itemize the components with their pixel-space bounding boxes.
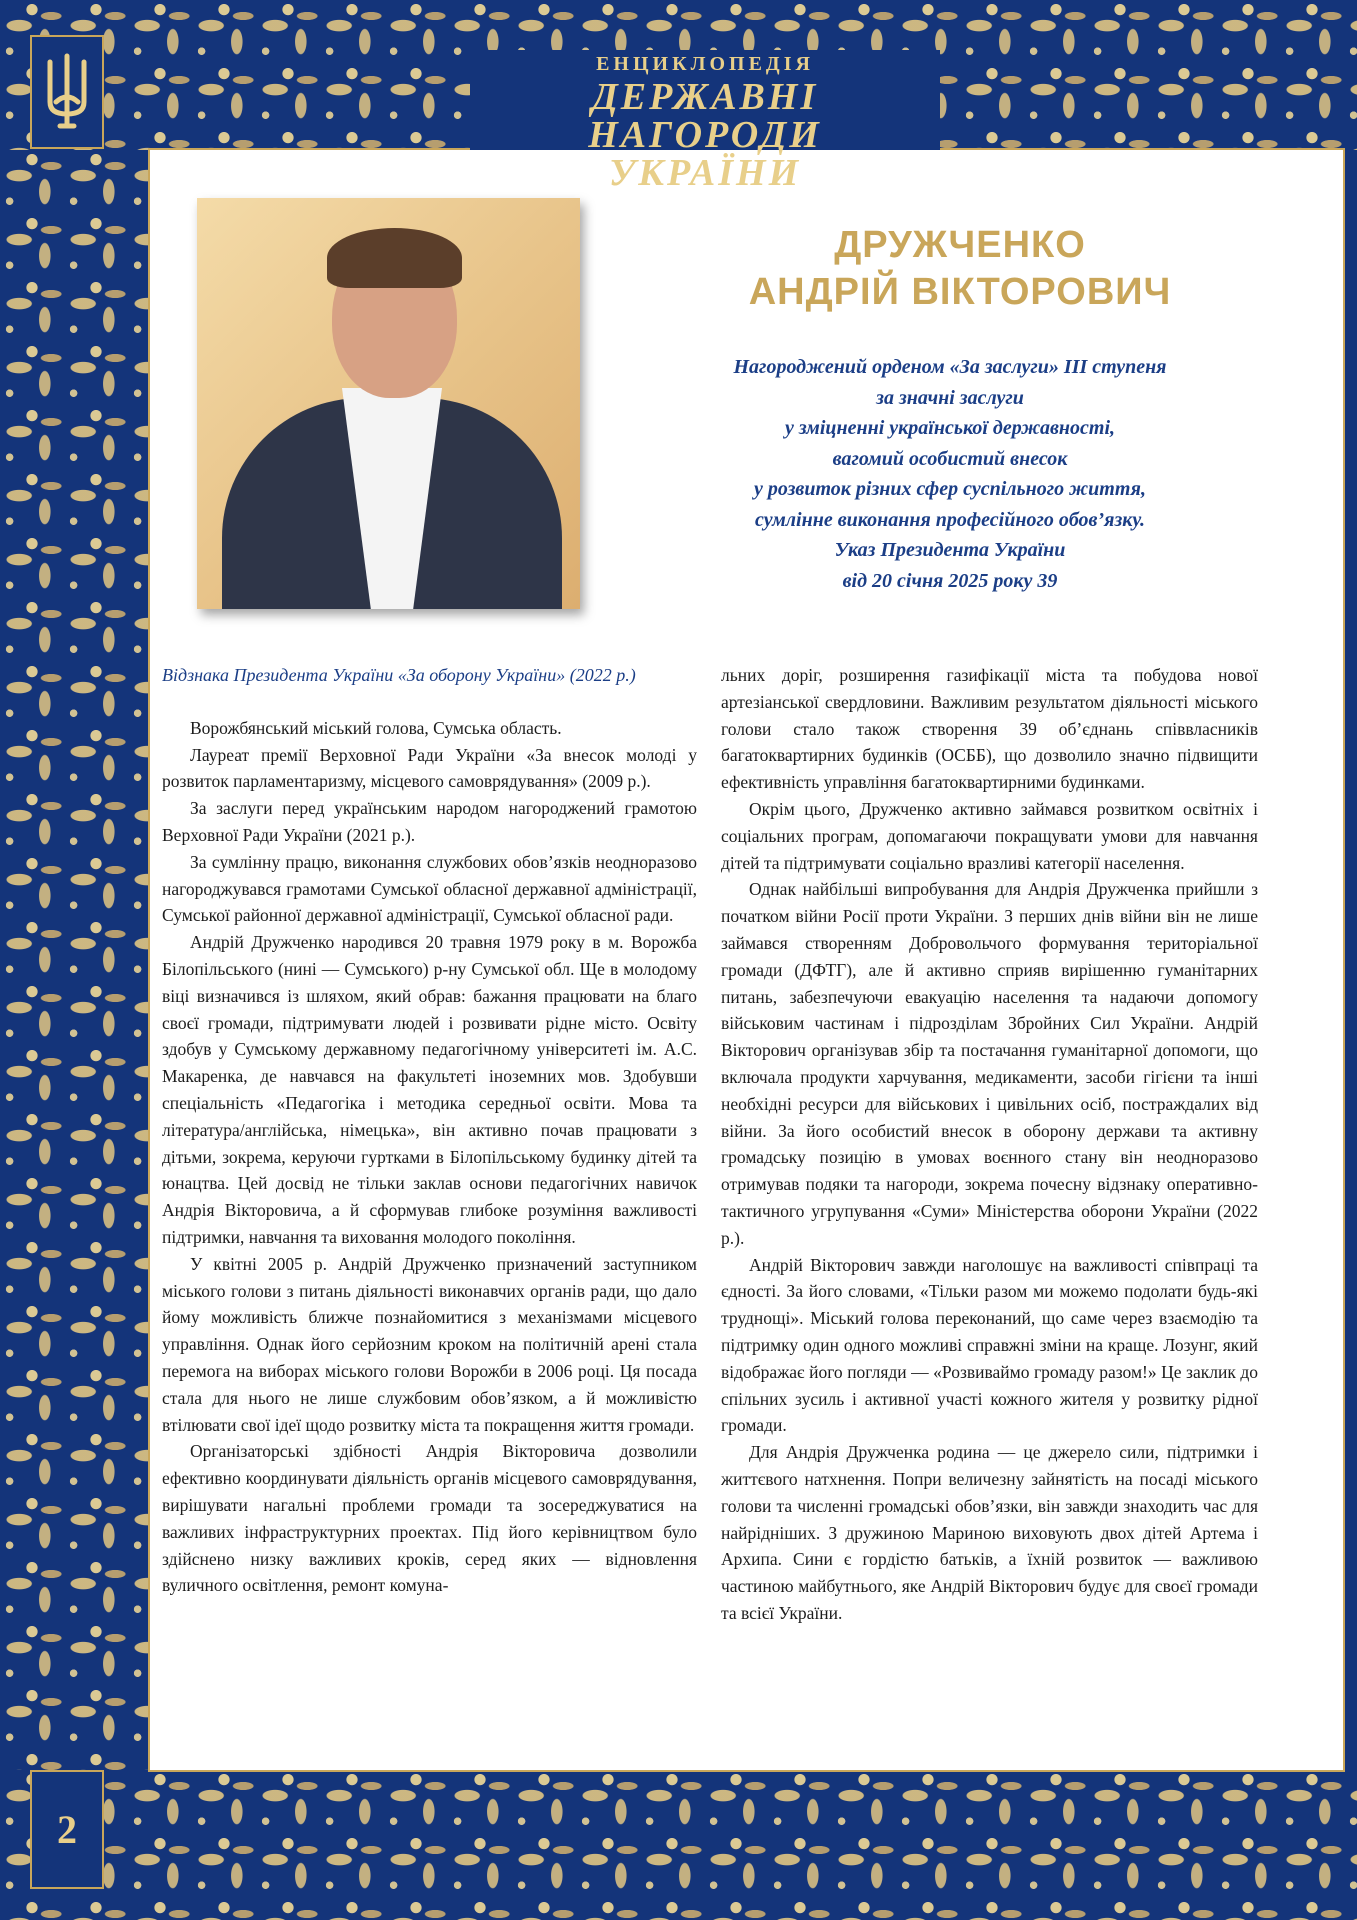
award-line: сумлінне виконання професійного обов’язку. [754, 508, 1146, 531]
person-given-names: АНДРІЙ ВІКТОРОВИЧ [748, 271, 1172, 313]
award-line: Нагороджений орденом «За заслуги» III ступеня [733, 356, 1167, 378]
masthead-subtitle: УКРАЇНИ [608, 152, 802, 194]
ornamental-border-right [1345, 150, 1357, 1770]
paragraph: Андрій Вікторович завжди наголошує на важливості співпраці та єдності. За його словами, «Тільки разом ми можемо подолати будь-які труднощі». Міський голова переконаний, що саме через взаємодію та підтримку один одного можливі справжні зміни на краще. Лозунг, який відображає його погляди — «Розвиваймо громаду разом!» Це заклик до спільних зусиль і активної участі кожного жителя у розвитку рідної громади. [721, 1254, 1258, 1436]
paragraph: Однак найбільші випробування для Андрія Дружченка прийшли з початком війни Росії проти України. З перших днів війни він не лише займався створенням Добровольчого формування територіальної громади (ДФТГ), але й активно сприяв вирішенню гуманітарних питань, забезпечуючи евакуацію населення та надаючи допомогу військовим частинам і підрозділам Збройних Сил України. Андрій Вікторович організував збір та постачання гуманітарної допомоги, що включала продукти харчування, медикаменти, засоби гігієни та інші необхідні ресурси для військових і цивільних осіб, постраждалих від війни. За його особистий внесок в оборону держави та активну громадську позицію в умовах воєнного стану він неодноразово отримував подяки та нагороди, зокрема почесну відзнаку оперативно-тактичного угрупування «Суми» Міністерства оборони України (2022 р.). [721, 879, 1258, 1248]
award-line: за значні заслуги [876, 386, 1024, 409]
trident-emblem-icon [30, 35, 104, 149]
page-number-box [30, 1770, 104, 1889]
award-citation [640, 352, 1260, 596]
award-line: у розвиток різних сфер суспільного життя, [754, 478, 1146, 500]
person-name [640, 222, 1280, 316]
paragraph: Для Андрія Дружченка родина — це джерело сили, підтримки і життєвого натхнення. Попри величезну зайнятість на посаді міського голови та численні громадські обов’язки, він завжди знаходить час для найрідніших. З дружиною Мариною виховують двох дітей Артема і Архипа. Сини є гордістю батьків, а їхній розвиток — важливою частиною майбутнього, яке Андрій Вікторович будує для своєї громади та всієї України. [721, 1442, 1258, 1623]
portrait-photo [197, 198, 580, 609]
paragraph: Лауреат премії Верховної Ради України «За внесок молоді у розвиток парламентаризму, місцевого самоврядування» (2009 р.). [162, 744, 697, 792]
paragraph: За сумлінну працю, виконання службових обов’язків неодноразово нагороджувався грамотами Сумської обласної державної адміністрації, Сумської районної державної адміністрації, Сумської обласної ради. [162, 851, 697, 926]
ornamental-border-left [0, 150, 148, 1770]
paragraph: У квітні 2005 р. Андрій Дружченко призначений заступником міського голови з питань діяльності виконавчих органів ради, що дало йому можливість ближче познайомитися з механізмами місцевого управління. Однак його серйозним кроком на політичній арені стала перемога на виборах міського голови Ворожби в 2006 році. Ця посада стала для нього не лише службовим обов’язком, а й можливістю втілювати свої ідеї щодо розвитку міста та покращення життя громади. [162, 1253, 697, 1435]
paragraph: Ворожбянський міський голова, Сумська область. [190, 717, 562, 738]
paragraph: Андрій Дружченко народився 20 травня 1979 року в м. Ворожба Білопільського (нині — Сумського) р-ну Сумської обл. Ще в молодому віці визначився із шляхом, який обрав: бажання працювати на благо своєї громади, підтримувати людей і розвивати рідне місто. Освіту здобув у Сумському державному педагогічному університеті ім. А.С. Макаренка, де навчався на факультеті іноземних мов. Здобувши спеціальність «Педагогіка і методика середньої освіти. Мова та література/англійська, німецька», він активно почав працювати з дітьми, зокрема, керуючи гуртками в Білопільському будинку дітей та юнацтва. Цей досвід не тільки заклав основи педагогічних навичок Андрія Вікторовича, а й сформував глибоке розуміння важливості підтримки, навчання та виховання молодого покоління. [162, 932, 697, 1247]
award-line: вагомий особистий внесок [832, 447, 1068, 470]
award-line: від 20 січня 2025 року 39 [842, 569, 1058, 592]
masthead-title: ДЕРЖАВНІ НАГОРОДИ [588, 76, 822, 156]
award-line: Указ Президента України [834, 539, 1066, 561]
person-surname: ДРУЖЧЕНКО [834, 224, 1086, 266]
paragraph: За заслуги перед українським народом нагороджений грамотою Верховної Ради України (2021 р.). [162, 798, 697, 845]
page-number: 2 [57, 1807, 77, 1852]
paragraph: Окрім цього, Дружченко активно займався розвитком освітніх і соціальних програм, допомагаючи покращувати умови для навчання дітей та підтримувати соціально вразливі категорії населення. [721, 798, 1258, 873]
article-column-right [721, 662, 1258, 1627]
paragraph: льних доріг, розширення газифікації міста та побудова нової артезіанської свердловини. Важливим результатом діяльності міського голови стало також створення 39 об’єднань співвласників багатоквартирних будинків (ОСББ), що дозволило значно підвищити ефективність управління багатоквартирними будинками. [721, 665, 1258, 793]
award-line: у зміцненні української державності, [784, 417, 1116, 439]
ornamental-border-bottom [0, 1770, 1357, 1920]
paragraph: Організаторські здібності Андрія Вікторовича дозволили ефективно координувати діяльність органів місцевого самоврядування, вирішувати нагальні проблеми громади та зосереджуватися на важливих інфраструктурних проектах. Під його керівництвом було здійснено низку важливих кроків, серед яких — відновлення вуличного освітлення, ремонт комуна- [162, 1441, 697, 1596]
presidential-distinction: Відзнака Президента України «За оборону України» (2022 р.) [162, 665, 636, 685]
article-column-left [162, 662, 697, 1599]
masthead [470, 50, 940, 194]
masthead-encyclopedia: ЕНЦИКЛОПЕДІЯ [596, 53, 814, 75]
